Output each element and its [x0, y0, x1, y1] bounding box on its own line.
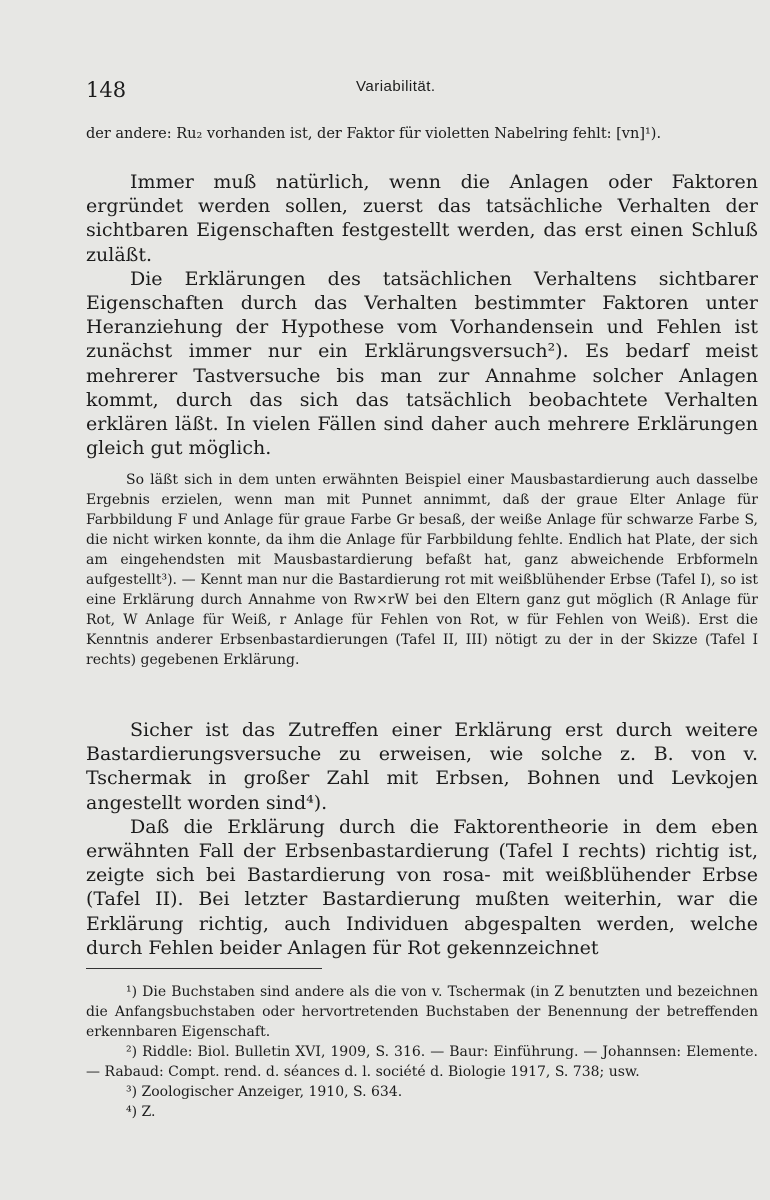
footnotes — [86, 982, 758, 1122]
small-print-section — [86, 470, 758, 670]
page-number: 148 — [86, 78, 127, 102]
footnote-divider — [86, 968, 322, 969]
top-note-text: der andere: Ru₂ vorhanden ist, der Faktor für violetten Nabelring fehlt: [vn]¹). — [86, 126, 662, 142]
page-header — [86, 78, 758, 108]
footnote-3: ³) Zoologischer Anzeiger, 1910, S. 634. — [126, 1084, 403, 1100]
running-title: Variabilität. — [356, 78, 436, 95]
paragraph-4: Daß die Erklärung durch die Faktorentheorie in dem eben erwähnten Fall der Erbsenbastardierung (Tafel I rechts) richtig ist, zeigte sich bei Bastardierung von rosa- mit weißblühender Erbse (Tafel II). Bei letzter Bastardierung mußten weiterhin, war die Erklärung richtig, auch Individuen abgespalten werden, welche durch Fehlen beider Anlagen für Rot gekennzeichnet — [86, 815, 758, 959]
paragraph-1: Immer muß natürlich, wenn die Anlagen oder Faktoren ergründet werden sollen, zuerst das tatsächliche Verhalten der sichtbaren Eigenschaften festgestellt werden, das erst einen Schluß zuläßt. — [86, 171, 758, 266]
paragraph-2: Die Erklärungen des tatsächlichen Verhaltens sichtbarer Eigenschaften durch das Verhalten bestimmter Faktoren unter Heranziehung der Hypothese vom Vorhandensein und Fehlen ist zunächst immer nur ein Erklärungsversuch²). Es bedarf meist mehrerer Tastversuche bis man zur Annahme solcher Anlagen kommt, durch das sich das tatsächlich beobachtete Verhalten erklären läßt. In vielen Fällen sind daher auch mehrere Erklärungen gleich gut möglich. — [86, 267, 758, 460]
footnote-4: ⁴) Z. — [126, 1104, 156, 1120]
footnote-2: ²) Riddle: Biol. Bulletin XVI, 1909, S. 316. — Baur: Einführung. — Johannsen: Elemente. — Rabaud: Compt. rend. d. séances d. l. société d. Biologie 1917, S. 738; usw. — [86, 1044, 758, 1080]
paragraph-3: Sicher ist das Zutreffen einer Erklärung erst durch weitere Bastardierungsversuche zu erweisen, wie solche z. B. von v. Tschermak in großer Zahl mit Erbsen, Bohnen und Levkojen angestellt worden sind⁴). — [86, 719, 758, 814]
footnote-1: ¹) Die Buchstaben sind andere als die von v. Tschermak (in Z benutzten und bezeichnen die Anfangsbuchstaben oder hervortretenden Buchstaben der Benennung der betreffenden erkennbaren Eigenschaft. — [86, 984, 758, 1040]
small-paragraph: So läßt sich in dem unten erwähnten Beispiel einer Mausbastardierung auch dasselbe Ergebnis erzielen, wenn man mit Punnet annimmt, daß der graue Elter Anlage für Farbbildung F und Anlage für graue Farbe Gr besaß, der weiße Anlage für schwarze Farbe S, die nicht wirken konnte, da ihm die Anlage für Farbbildung fehlte. Endlich hat Plate, der sich am eingehendsten mit Mausbastardierung befaßt hat, ganz abweichende Erbformeln aufgestellt³). — Kennt man nur die Bastardierung rot mit weißblühender Erbse (Tafel I), so ist eine Erklärung durch Annahme von Rw×rW bei den Eltern ganz gut möglich (R Anlage für Rot, W Anlage für Weiß, r Anlage für Fehlen von Rot, w für Fehlen von Weiß). Erst die Kenntnis anderer Erbsenbastardierungen (Tafel II, III) nötigt zu der in der Skizze (Tafel I rechts) gegebenen Erklärung. — [86, 472, 758, 668]
top-note — [86, 124, 758, 144]
main-text-2 — [86, 718, 758, 960]
main-text-1 — [86, 170, 758, 460]
